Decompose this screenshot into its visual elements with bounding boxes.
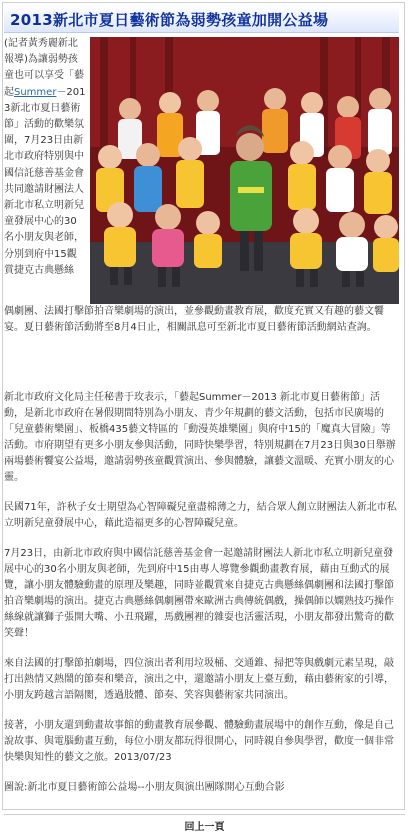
event-photo [90, 37, 399, 304]
paragraph-1: 新北市政府文化局主任秘書于玫表示，「藝起Summer－2013 新北市夏日藝術節」活動，是新北市政府在暑假期間特別為小朋友、青少年規劃的藝文活動，包括市民廣場的「兒童藝術樂園」、板橋435藝文特區的「動漫英雄樂園」與府中15的「魔真大冒險」等活動。市府期望有更多小朋友參與活動，同時快樂學習，特別規劃在7月23日與30日舉辦兩場藝術饗宴公益場，邀請弱勢孩童觀賞演出、參與體驗，讓藝文溫暖、充實小朋友的心靈。 [4, 392, 396, 483]
paragraph-2: 民國71年，許秋子女士期望為心智障礙兒童盡棉薄之力，結合眾人創立財團法人新北市私立明新兒童發展中心，藉此造福更多的心智障礙兒童。 [4, 502, 397, 529]
footer-divider [4, 814, 405, 815]
intro-after-link: －2013新北市夏日藝術節」活動的歡樂氛圍，7月23日由新北市政府特別與中國信託慈善基金會共同邀請財團法人新北市私立明新兒童發展中心的30名小朋友與老師，分別到府中15觀賞捷克古典懸絲 [4, 86, 86, 276]
paragraph-3: 7月23日，由新北市政府與中國信託慈善基金會一起邀請財團法人新北市私立明新兒童發展中心的30名小朋友與老師，先到府中15由專人導覽參觀動畫教育展，藉由互動式的展覽，讓小朋友體驗動畫的原理及樂趣，同時並觀賞來自捷克古典懸絲偶劇團和法國打擊節拍音樂劇場的演出。捷克古典懸絲偶劇團帶來歐洲古典傳統偶戲，操偶師以嫻熟技巧操作絲線就讓獅子張開大嘴、小丑飛躍，馬戲團裡的雜耍也活靈活現，小朋友都發出驚奇的歡笑聲！ [4, 548, 394, 639]
paragraph-5: 接著，小朋友還到動畫故事館的動畫教育展參觀、體驗動畫展場中的創作互動，像是自己說故事、與電腦動畫互動，每位小朋友都玩得很開心，同時親自參與學習，歡度一個非常快樂與知性的藝文之旅。2013/07/23 [4, 720, 394, 763]
back-link[interactable]: 回上一頁 [184, 822, 225, 833]
summer-link[interactable]: Summer [14, 86, 57, 98]
intro-before-link: (記者黃秀麗新北報導)為讓弱勢孩童也可以享受「藝起 [4, 38, 84, 98]
title-bar [4, 5, 399, 33]
lead-block [4, 36, 399, 336]
paragraph-4: 來自法國的打擊節拍劇場，四位演出者利用垃圾桶、交通錐、掃把等與戲劇元素呈現，敲打出熱情又熱鬧的節奏和樂音，演出之中，還邀請小朋友上臺互動，藉由藝術家的引導，小朋友跨越言語隔閡，透過肢體、節奏、笑容與藝術家共同演出。 [4, 658, 394, 701]
photo-caption: 圖說:新北市夏日藝術節公益場--小朋友與演出團隊開心互動合影 [4, 782, 285, 793]
page-title: 2013新北市夏日藝術節為弱勢孩童加開公益場 [10, 11, 329, 29]
intro-text [4, 36, 86, 279]
intro-continuation: 偶劇團、法國打擊節拍音樂劇場的演出，並參觀動畫教育展，歡度充實又有趣的藝文饗宴。夏日藝術節活動將至8月4日止，相關訊息可至新北市夏日藝術節活動網站查詢。 [4, 306, 384, 334]
article-body [4, 36, 399, 810]
